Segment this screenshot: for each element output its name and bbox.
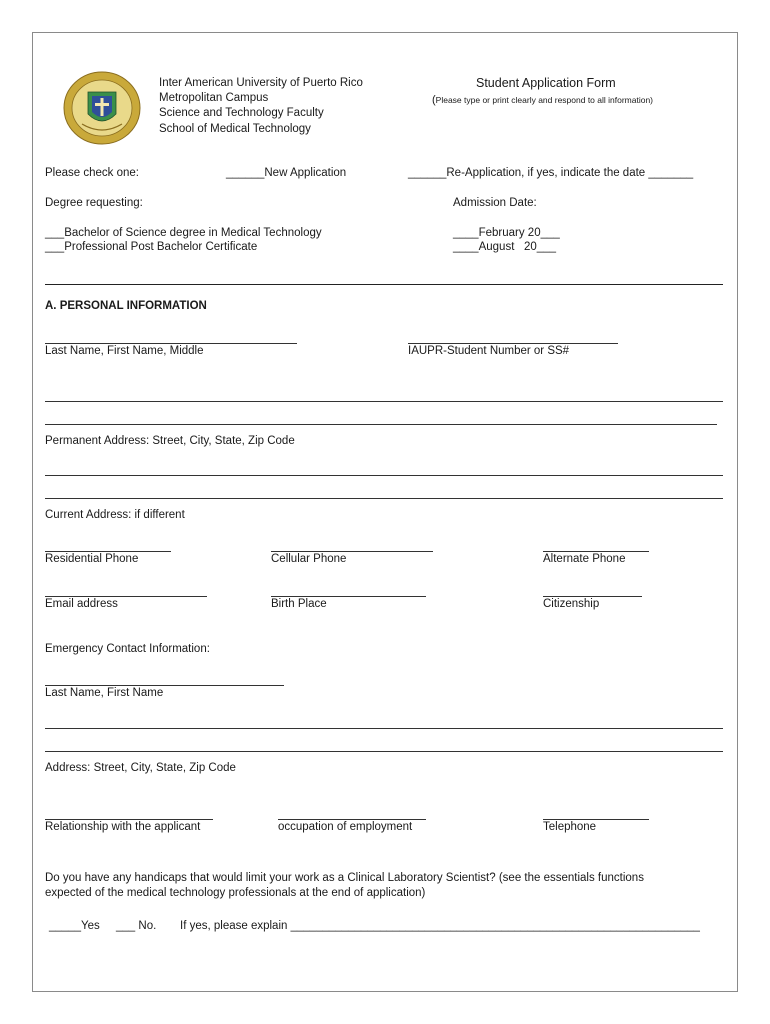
current-address-field-1[interactable] [45, 475, 723, 476]
degree-option-certificate[interactable]: ___Professional Post Bachelor Certificate [45, 241, 258, 253]
student-number-label: IAUPR-Student Number or SS# [408, 345, 570, 357]
degree-requesting-label: Degree requesting: [45, 197, 143, 209]
alternate-phone-label: Alternate Phone [543, 553, 626, 565]
re-application-option[interactable]: ______Re-Application, if yes, indicate the date _______ [408, 167, 694, 179]
emergency-address-label: Address: Street, City, State, Zip Code [45, 762, 236, 774]
handicap-question-line1: Do you have any handicaps that would limit your work as a Clinical Laboratory Scientist? (see the essentials functions [45, 872, 644, 884]
current-address-label: Current Address: if different [45, 509, 185, 521]
handicap-question-line2: expected of the medical technology professionals at the end of application) [45, 887, 426, 899]
institution-name: Inter American University of Puerto Rico [159, 77, 363, 89]
handicap-explain-field[interactable]: If yes, please explain ________________________________________________________________ [180, 920, 700, 932]
occupation-label: occupation of employment [278, 821, 413, 833]
email-label: Email address [45, 598, 118, 610]
check-one-prompt: Please check one: [45, 167, 139, 179]
citizenship-label: Citizenship [543, 598, 600, 610]
permanent-address-label: Permanent Address: Street, City, State, Zip Code [45, 435, 295, 447]
faculty-name: Science and Technology Faculty [159, 107, 324, 119]
section-divider [45, 284, 723, 285]
campus-name: Metropolitan Campus [159, 92, 269, 104]
emergency-address-field-2[interactable] [45, 751, 723, 752]
form-title: Student Application Form [476, 76, 616, 90]
admission-date-label: Admission Date: [453, 197, 537, 209]
handicap-yes-option[interactable]: _____Yes [49, 920, 100, 932]
new-application-option[interactable]: ______New Application [226, 167, 347, 179]
emergency-address-field-1[interactable] [45, 728, 723, 729]
telephone-label: Telephone [543, 821, 597, 833]
emergency-contact-label: Emergency Contact Information: [45, 643, 210, 655]
residential-phone-label: Residential Phone [45, 553, 139, 565]
name-label: Last Name, First Name, Middle [45, 345, 204, 357]
school-name: School of Medical Technology [159, 123, 311, 135]
university-seal [62, 70, 142, 146]
admission-option-august[interactable]: ____August 20___ [453, 241, 556, 253]
admission-option-february[interactable]: ____February 20___ [453, 227, 560, 239]
permanent-address-field-2[interactable] [45, 424, 717, 425]
section-a-title: A. PERSONAL INFORMATION [45, 300, 207, 312]
current-address-field-2[interactable] [45, 498, 723, 499]
handicap-no-option[interactable]: ___ No. [116, 920, 157, 932]
birth-place-label: Birth Place [271, 598, 327, 610]
relationship-label: Relationship with the applicant [45, 821, 201, 833]
form-subtitle: (Please type or print clearly and respond to all information) [432, 94, 654, 106]
permanent-address-field-1[interactable] [45, 401, 723, 402]
cellular-phone-label: Cellular Phone [271, 553, 347, 565]
degree-option-bs[interactable]: ___Bachelor of Science degree in Medical Technology [45, 227, 322, 239]
emergency-name-label: Last Name, First Name [45, 687, 164, 699]
